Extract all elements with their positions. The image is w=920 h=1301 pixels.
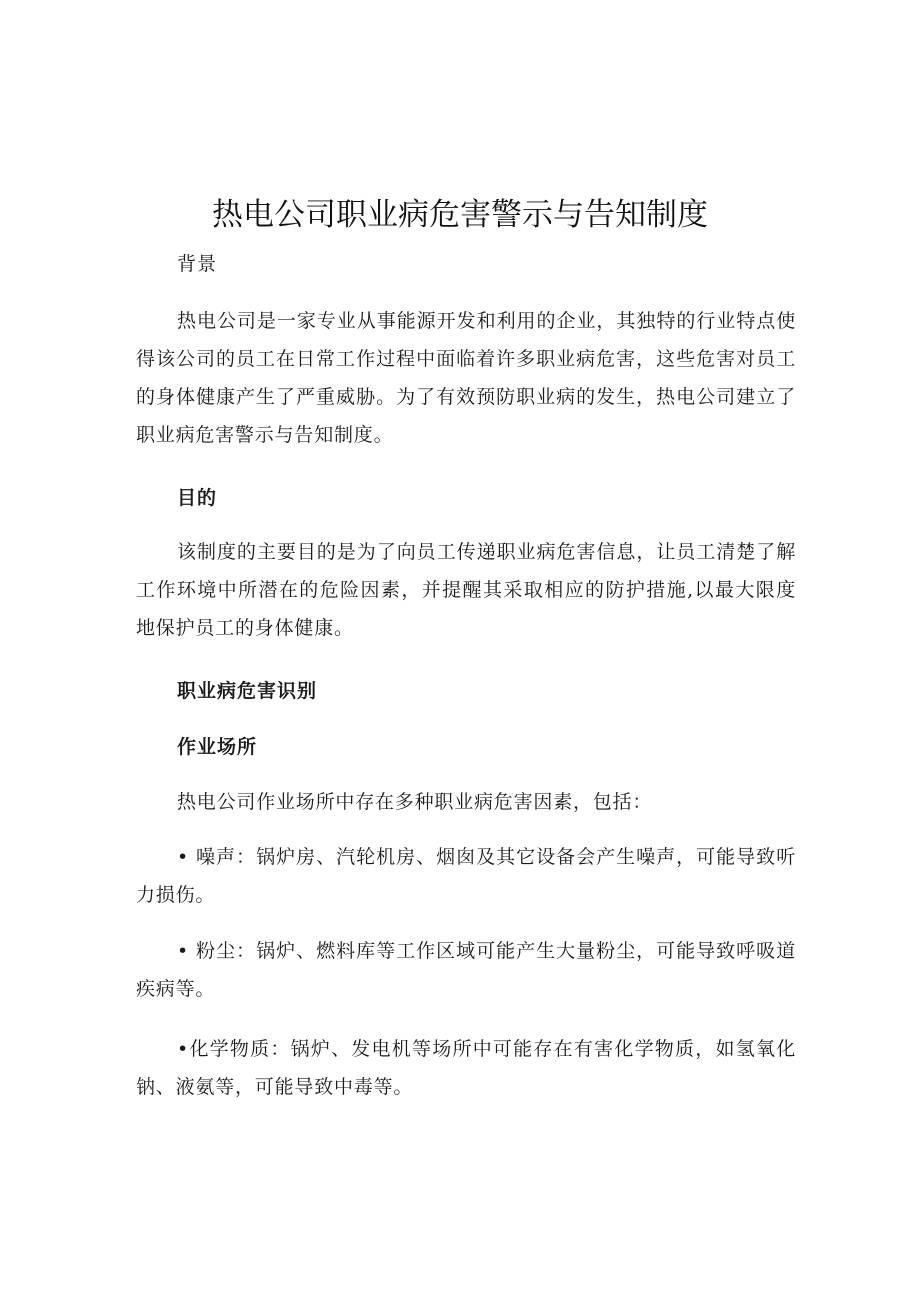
subheading-workplace: 作业场所 <box>177 736 258 758</box>
purpose-paragraph: 该制度的主要目的是为了向员工传递职业病危害信息，让员工清楚了解工作环境中所潜在的危险因素，并提醒其采取相应的防护措施,以最大限度地保护员工的身体健康。 <box>136 541 796 639</box>
list-item-noise: • 噪声：锅炉房、汽轮机房、烟囱及其它设备会产生噪声，可能导致听力损伤。 <box>136 846 796 906</box>
list-item-chemicals: •化学物质：锅炉、发电机等场所中可能存在有害化学物质，如氢氧化钠、液氨等，可能导致中毒等。 <box>136 1038 796 1098</box>
section-heading-identification: 职业病危害识别 <box>177 680 318 702</box>
document-title: 热电公司职业病危害警示与告知制度 <box>212 197 708 233</box>
background-paragraph: 热电公司是一家专业从事能源开发和利用的企业，其独特的行业特点使得该公司的员工在日常工作过程中面临着许多职业病危害，这些危害对员工的身体健康产生了严重威胁。为了有效预防职业病的发生，热电公司建立了职业病危害警示与告知制度。 <box>136 310 796 446</box>
section-heading-background: 背景 <box>177 253 218 275</box>
identification-intro: 热电公司作业场所中存在多种职业病危害因素，包括： <box>177 791 653 813</box>
list-item-dust: • 粉尘：锅炉、燃料库等工作区域可能产生大量粉尘，可能导致呼吸道疾病等。 <box>136 940 796 1000</box>
section-heading-purpose: 目的 <box>177 487 218 509</box>
